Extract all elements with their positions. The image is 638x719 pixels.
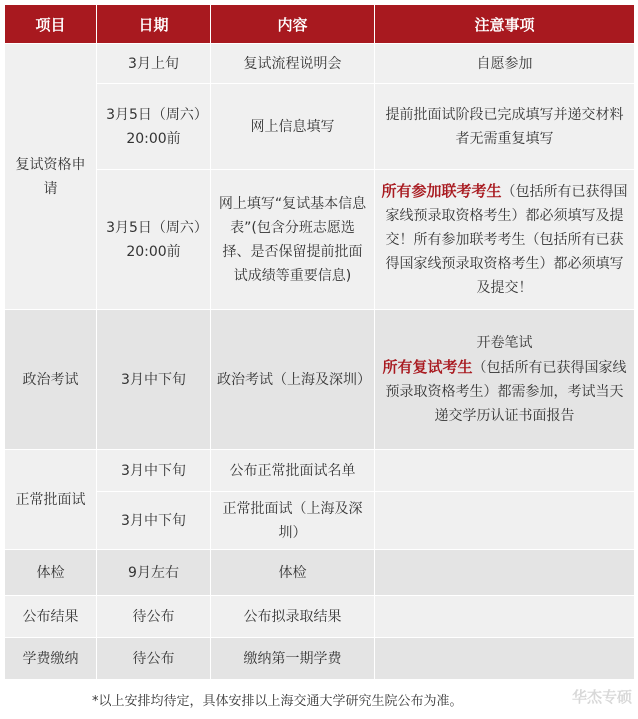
schedule-table [4,4,635,680]
content-cell: 公布拟录取结果 [211,596,375,638]
footnote: *以上安排均待定，具体安排以上海交通大学研究生院公布为准。 [92,694,463,709]
note-highlight: 所有参加联考考生 [381,182,502,200]
content-cell: 复试流程说明会 [211,44,375,84]
header-notes: 注意事项 [375,5,635,44]
table-row [5,310,635,450]
date-cell: 待公布 [97,638,211,680]
watermark: 华杰专硕 [571,688,632,706]
date-cell: 3月上旬 [97,44,211,84]
note-cell [375,596,635,638]
note-cell [375,638,635,680]
content-cell: 网上填写“复试基本信息表”(包含分班志愿选择、是否保留提前批面试成绩等重要信息) [211,170,375,310]
table-row [5,550,635,596]
table-row [5,638,635,680]
note-cell: 自愿参加 [375,44,635,84]
content-cell: 网上信息填写 [211,84,375,170]
header-content: 内容 [211,5,375,44]
header-date: 日期 [97,5,211,44]
table-header-row [5,5,635,44]
header-category: 项目 [5,5,97,44]
note-text: （包括所有已获得国家线预录取资格考生）都必须填写及提交！所有参加联考考生（包括所有已获得国家线预录取资格考生）都必须填写及提交！ [385,184,628,296]
table-row [5,450,635,492]
content-cell: 政治考试（上海及深圳） [211,310,375,450]
note-cell [375,170,635,310]
table-row [5,170,635,310]
date-cell: 3月中下旬 [97,492,211,550]
date-cell: 9月左右 [97,550,211,596]
category-cell: 复试资格申请 [5,44,97,310]
note-cell [375,492,635,550]
note-cell [375,310,635,450]
date-cell: 3月中下旬 [97,450,211,492]
table-row [5,84,635,170]
date-cell: 3月5日（周六）20:00前 [97,84,211,170]
note-cell: 提前批面试阶段已完成填写并递交材料者无需重复填写 [375,84,635,170]
date-cell: 3月5日（周六）20:00前 [97,170,211,310]
content-cell: 公布正常批面试名单 [211,450,375,492]
table-row [5,596,635,638]
content-cell: 体检 [211,550,375,596]
note-highlight: 所有复试考生 [382,358,473,376]
content-cell: 缴纳第一期学费 [211,638,375,680]
table-row [5,492,635,550]
category-cell: 学费缴纳 [5,638,97,680]
content-cell: 正常批面试（上海及深圳） [211,492,375,550]
note-prefix: 开卷笔试 [476,335,533,351]
category-cell: 政治考试 [5,310,97,450]
category-cell: 正常批面试 [5,450,97,550]
category-cell: 公布结果 [5,596,97,638]
category-cell: 体检 [5,550,97,596]
note-cell [375,550,635,596]
date-cell: 待公布 [97,596,211,638]
note-text: （包括所有已获得国家线预录取资格考生）都需参加，考试当天递交学历认证书面报告 [385,360,627,424]
date-cell: 3月中下旬 [97,310,211,450]
table-row [5,44,635,84]
note-cell [375,450,635,492]
